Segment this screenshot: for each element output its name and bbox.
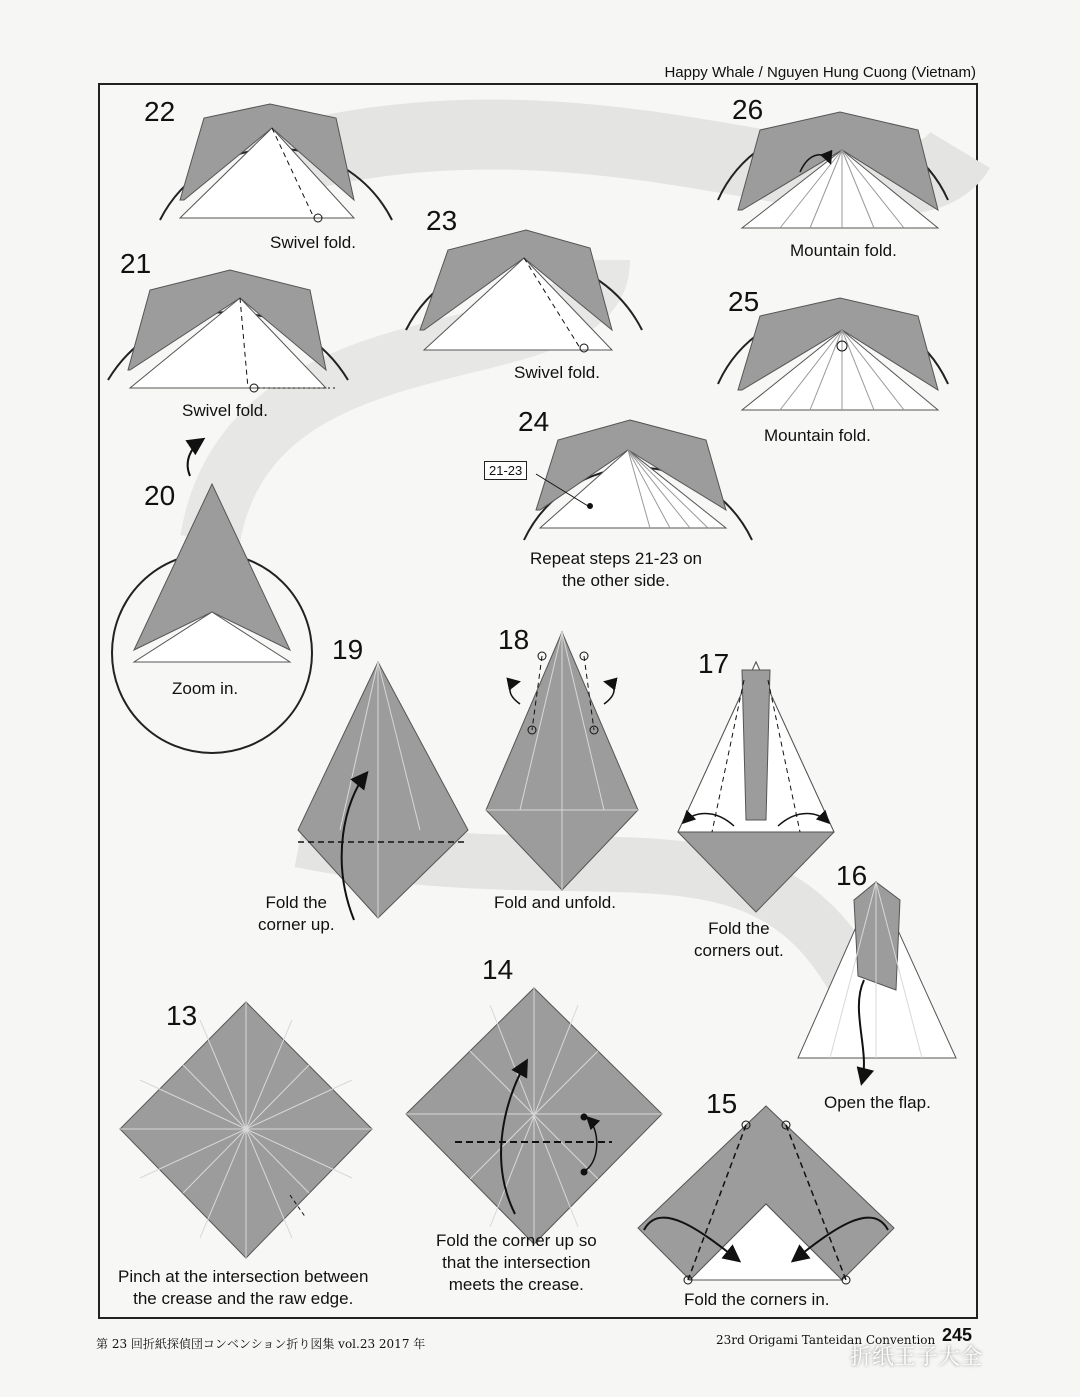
step-21-diagram (108, 270, 348, 392)
step-13-diagram (120, 1002, 372, 1258)
step-17-number: 17 (698, 648, 730, 679)
page-number: 245 (942, 1325, 973, 1345)
step-23-caption: Swivel fold. (514, 363, 600, 382)
step-20-diagram (112, 440, 312, 753)
step-20-number: 20 (144, 480, 176, 511)
step-24-caption: Repeat steps 21-23 on the other side. (530, 549, 703, 590)
step-21-caption: Swivel fold. (182, 401, 268, 420)
step-21-number: 21 (120, 248, 152, 279)
footer-convention: 23rd Origami Tanteidan Convention (716, 1333, 936, 1347)
step-13-number: 13 (166, 1000, 198, 1031)
step-19-number: 19 (332, 634, 364, 665)
step-14-number: 14 (482, 954, 514, 985)
step-16-caption: Open the flap. (824, 1093, 931, 1112)
step-20-caption: Zoom in. (172, 679, 239, 698)
step-22-number: 22 (144, 96, 176, 127)
step-15-number: 15 (706, 1088, 738, 1119)
step-18-number: 18 (498, 624, 530, 655)
step-24-number: 24 (518, 406, 550, 437)
step-16-number: 16 (836, 860, 868, 891)
watermark-text: 折纸王子大全 (850, 1344, 983, 1369)
footer-book-title: 第 23 回折紙探偵団コンベンション折り図集 vol.23 2017 年 (96, 1337, 426, 1351)
step-22-caption: Swivel fold. (270, 233, 356, 252)
step-25-caption: Mountain fold. (764, 426, 871, 445)
step-15-diagram (638, 1106, 894, 1284)
step-24-reference-tag: 21-23 (484, 461, 527, 480)
step-19-caption: Fold the corner up. (258, 893, 335, 934)
page-header-title: Happy Whale / Nguyen Hung Cuong (Vietnam) (664, 64, 976, 81)
step-25-number: 25 (728, 286, 760, 317)
step-26-number: 26 (732, 94, 764, 125)
step-15-caption: Fold the corners in. (684, 1290, 830, 1309)
step-14-caption: Fold the corner up so that the intersection meets the crease. (436, 1231, 597, 1294)
step-24-diagram (524, 420, 752, 540)
step-17-caption: Fold the corners out. (694, 919, 784, 960)
step-14-diagram (406, 988, 662, 1244)
step-26-caption: Mountain fold. (790, 241, 897, 260)
step-18-caption: Fold and unfold. (494, 893, 616, 912)
step-13-caption: Pinch at the intersection between the crease and the raw edge. (118, 1267, 369, 1308)
step-23-number: 23 (426, 205, 458, 236)
